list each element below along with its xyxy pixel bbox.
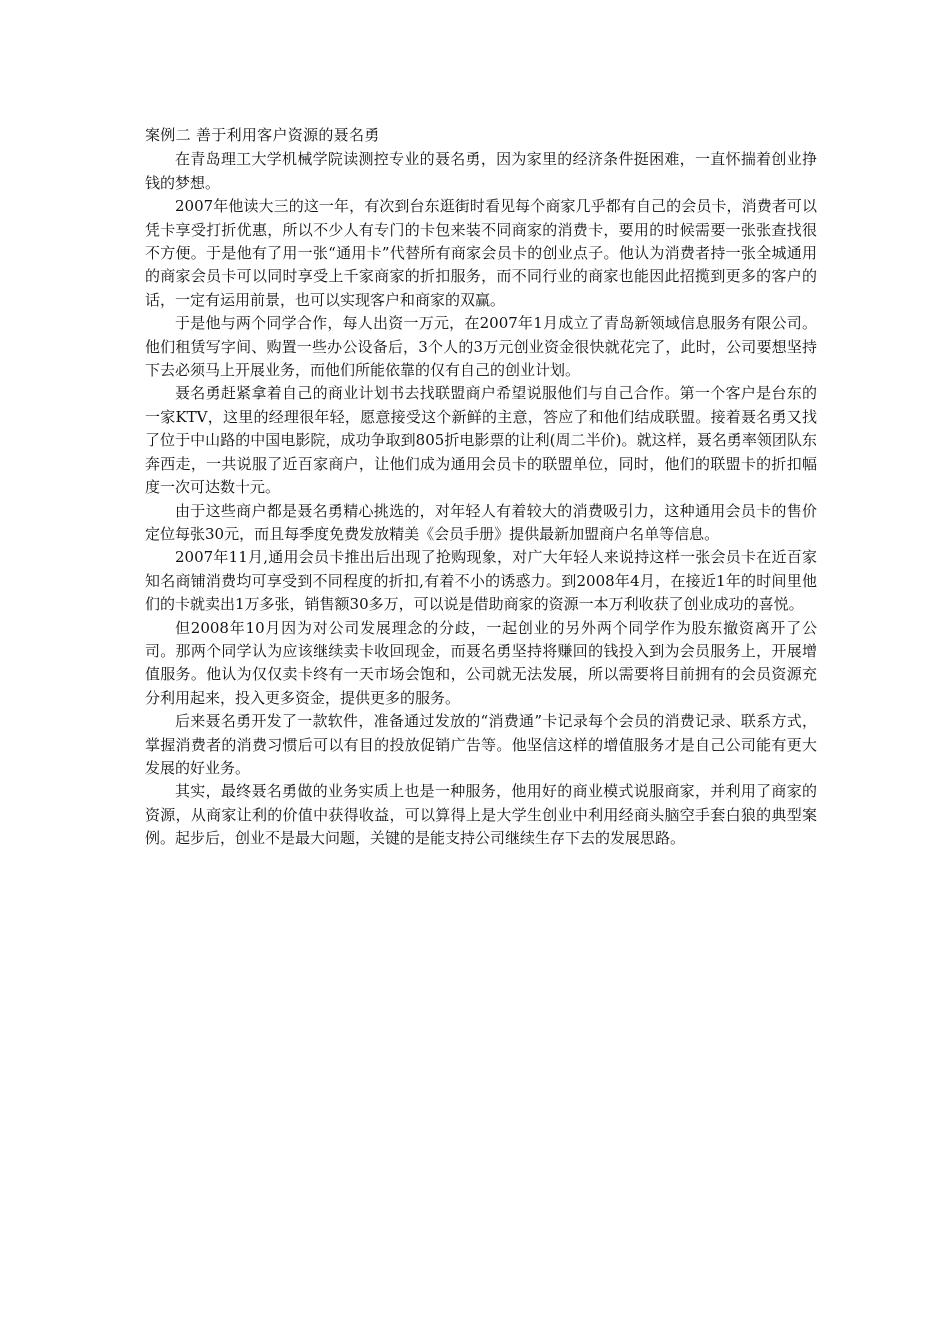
document-body xyxy=(145,124,817,851)
paragraph-company-founding: 于是他与两个同学合作，每人出资一万元，在2007年1月成立了青岛新领域信息服务有限公司。他们租赁写字间、购置一些办公设备后，3个人的3万元创业资金很快就花完了，此时，公司要想坚持下去必须马上开展业务，而他们所能依靠的仅有自己的创业计划。 xyxy=(145,314,817,380)
case-title: 案例二 善于利用客户资源的聂名勇 xyxy=(145,126,380,144)
paragraph-card-pricing: 由于这些商户都是聂名勇精心挑选的，对年轻人有着较大的消费吸引力，这种通用会员卡的售价定位每张30元，而且每季度免费发放精美《会员手册》提供最新加盟商户名单等信息。 xyxy=(145,501,817,543)
paragraph-sales-success: 2007年11月,通用会员卡推出后出现了抢购现象，对广大年轻人来说持这样一张会员卡在近百家知名商铺消费均可享受到不同程度的折扣,有着不小的诱惑力。到2008年4月，在接近1年的时间里他们的卡就卖出1万多张，销售额30多万，可以说是借助商家的资源一本万利收获了创业成功的喜悦。 xyxy=(145,548,817,614)
paragraph-idea: 2007年他读大三的这一年，有次到台东逛街时看见每个商家几乎都有自己的会员卡，消费者可以凭卡享受打折优惠，所以不少人有专门的卡包来装不同商家的消费卡，要用的时候需要一张张查找很不方便。于是他有了用一张“通用卡”代替所有商家会员卡的创业点子。他认为消费者持一张全城通用的商家会员卡可以同时享受上千家商家的折扣服务，而不同行业的商家也能因此招揽到更多的客户的话，一定有运用前景，也可以实现客户和商家的双赢。 xyxy=(145,197,817,309)
paragraph-partner-split: 但2008年10月因为对公司发展理念的分歧，一起创业的另外两个同学作为股东撤资离开了公司。那两个同学认为应该继续卖卡收回现金，而聂名勇坚持将赚回的钱投入到为会员服务上，开展增值服务。他认为仅仅卖卡终有一天市场会饱和，公司就无法发展，所以需要将目前拥有的会员资源充分利用起来，投入更多资金，提供更多的服务。 xyxy=(145,618,817,707)
paragraph-conclusion: 其实，最终聂名勇做的业务实质上也是一种服务，他用好的商业模式说服商家，并利用了商家的资源，从商家让利的价值中获得收益，可以算得上是大学生创业中利用经商头脑空手套白狼的典型案例。起步后，创业不是最大问题，关键的是能支持公司继续生存下去的发展思路。 xyxy=(145,782,817,848)
paragraph-software: 后来聂名勇开发了一款软件，准备通过发放的“消费通”卡记录每个会员的消费记录、联系方式，掌握消费者的消费习惯后可以有目的投放促销广告等。他坚信这样的增值服务才是自己公司能有更大发展的好业务。 xyxy=(145,712,817,777)
paragraph-merchant-alliance: 聂名勇赶紧拿着自己的商业计划书去找联盟商户希望说服他们与自己合作。第一个客户是台东的一家KTV，这里的经理很年轻，愿意接受这个新鲜的主意，答应了和他们结成联盟。接着聂名勇又找了位于中山路的中国电影院，成功争取到805折电影票的让利(周二半价)。就这样，聂名勇率领团队东奔西走，一共说服了近百家商户，让他们成为通用会员卡的联盟单位，同时，他们的联盟卡的折扣幅度一次可达数十元。 xyxy=(145,384,817,497)
paragraph-intro: 在青岛理工大学机械学院读测控专业的聂名勇，因为家里的经济条件挺困难，一直怀揣着创业挣钱的梦想。 xyxy=(145,150,817,192)
